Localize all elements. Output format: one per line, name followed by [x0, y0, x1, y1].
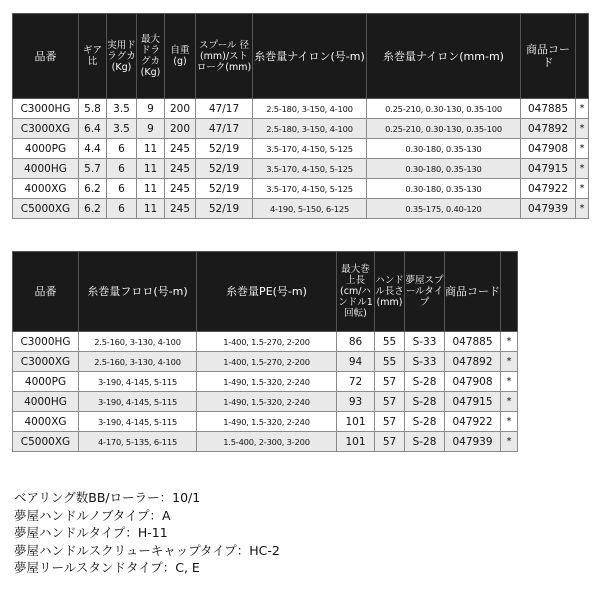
table-row	[13, 119, 589, 139]
cell-nylon-go: 3.5-170, 4-150, 5-125	[253, 139, 367, 159]
cell-drag: 6	[107, 199, 137, 219]
cell-weight: 245	[165, 139, 196, 159]
cell-handle-length: 57	[375, 392, 405, 412]
cell-fluoro: 2.5-160, 3-130, 4-100	[79, 352, 197, 372]
cell-retrieve: 101	[337, 412, 375, 432]
column-header-max-drag: 最大ドラグカ(Kg)	[137, 14, 165, 99]
table-row	[13, 159, 589, 179]
cell-nylon-mm: 0.30-180, 0.35-130	[367, 139, 521, 159]
cell-mark: *	[576, 119, 589, 139]
cell-fluoro: 3-190, 4-145, 5-115	[79, 412, 197, 432]
spec-handle-type: 夢屋ハンドルタイプ：H-11	[14, 525, 168, 541]
cell-nylon-mm: 0.30-180, 0.35-130	[367, 179, 521, 199]
cell-mark: *	[501, 352, 518, 372]
cell-max-drag: 11	[137, 179, 165, 199]
cell-spool: 47/17	[196, 119, 253, 139]
cell-model: 4000PG	[13, 139, 79, 159]
cell-mark: *	[576, 179, 589, 199]
cell-spool-type: S-28	[405, 412, 445, 432]
cell-spool: 47/17	[196, 99, 253, 119]
table-row	[13, 332, 518, 352]
cell-model: C5000XG	[13, 199, 79, 219]
cell-model: 4000XG	[13, 179, 79, 199]
cell-code: 047885	[445, 332, 501, 352]
cell-weight: 200	[165, 99, 196, 119]
table-row	[13, 99, 589, 119]
column-header-nylon-mm: 糸巻量ナイロン(mm-m)	[367, 14, 521, 99]
cell-pe: 1-490, 1.5-320, 2-240	[197, 412, 337, 432]
cell-drag: 6	[107, 159, 137, 179]
cell-model: 4000HG	[13, 392, 79, 412]
cell-nylon-mm: 0.25-210, 0.30-130, 0.35-100	[367, 99, 521, 119]
cell-code: 047885	[521, 99, 576, 119]
column-header-code: 商品コード	[445, 252, 501, 332]
table-header-row	[13, 252, 518, 332]
cell-handle-length: 57	[375, 432, 405, 452]
cell-spool: 52/19	[196, 159, 253, 179]
cell-fluoro: 3-190, 4-145, 5-115	[79, 372, 197, 392]
cell-model: C3000XG	[13, 119, 79, 139]
spec-table-nylon	[12, 13, 589, 219]
cell-max-drag: 9	[137, 99, 165, 119]
cell-nylon-mm: 0.25-210, 0.30-130, 0.35-100	[367, 119, 521, 139]
column-header-gear-ratio: ギア比	[79, 14, 107, 99]
cell-handle-length: 57	[375, 412, 405, 432]
cell-model: C5000XG	[13, 432, 79, 452]
cell-drag: 3.5	[107, 119, 137, 139]
cell-max-drag: 9	[137, 119, 165, 139]
cell-code: 047922	[445, 412, 501, 432]
cell-gear-ratio: 6.2	[79, 179, 107, 199]
cell-weight: 245	[165, 179, 196, 199]
column-header-fluoro: 糸巻量フロロ(号-m)	[79, 252, 197, 332]
cell-code: 047908	[445, 372, 501, 392]
cell-model: 4000PG	[13, 372, 79, 392]
cell-spool-type: S-28	[405, 372, 445, 392]
cell-model: C3000XG	[13, 352, 79, 372]
cell-max-drag: 11	[137, 139, 165, 159]
cell-drag: 6	[107, 179, 137, 199]
cell-model: C3000HG	[13, 99, 79, 119]
cell-code: 047939	[521, 199, 576, 219]
cell-gear-ratio: 5.7	[79, 159, 107, 179]
cell-spool: 52/19	[196, 179, 253, 199]
cell-mark: *	[576, 199, 589, 219]
cell-model: 4000HG	[13, 159, 79, 179]
column-header-code: 商品コード	[521, 14, 576, 99]
cell-spool-type: S-33	[405, 332, 445, 352]
cell-gear-ratio: 6.4	[79, 119, 107, 139]
cell-code: 047915	[521, 159, 576, 179]
table-row	[13, 372, 518, 392]
cell-code: 047939	[445, 432, 501, 452]
cell-spool-type: S-28	[405, 392, 445, 412]
cell-model: C3000HG	[13, 332, 79, 352]
cell-pe: 1.5-400, 2-300, 3-200	[197, 432, 337, 452]
cell-mark: *	[501, 432, 518, 452]
column-header-spool-type: 夢屋スプールタイプ	[405, 252, 445, 332]
spec-screw-cap-type: 夢屋ハンドルスクリューキャップタイプ：HC-2	[14, 542, 280, 558]
cell-handle-length: 55	[375, 332, 405, 352]
column-header-weight: 自重(g)	[165, 14, 196, 99]
cell-drag: 3.5	[107, 99, 137, 119]
cell-retrieve: 101	[337, 432, 375, 452]
cell-nylon-go: 3.5-170, 4-150, 5-125	[253, 159, 367, 179]
cell-fluoro: 3-190, 4-145, 5-115	[79, 392, 197, 412]
cell-gear-ratio: 6.2	[79, 199, 107, 219]
cell-spool-type: S-28	[405, 432, 445, 452]
table-row	[13, 412, 518, 432]
cell-code: 047922	[521, 179, 576, 199]
cell-nylon-mm: 0.30-180, 0.35-130	[367, 159, 521, 179]
column-header-drag: 実用ドラグカ(Kg)	[107, 14, 137, 99]
cell-pe: 1-490, 1.5-320, 2-240	[197, 392, 337, 412]
cell-mark: *	[576, 99, 589, 119]
cell-retrieve: 93	[337, 392, 375, 412]
cell-handle-length: 57	[375, 372, 405, 392]
column-header-model: 品番	[13, 252, 79, 332]
cell-nylon-go: 4-190, 5-150, 6-125	[253, 199, 367, 219]
cell-spool-type: S-33	[405, 352, 445, 372]
cell-drag: 6	[107, 139, 137, 159]
column-header-mark	[501, 252, 518, 332]
cell-spool: 52/19	[196, 139, 253, 159]
table-row	[13, 432, 518, 452]
cell-nylon-go: 2.5-180, 3-150, 4-100	[253, 99, 367, 119]
column-header-spool: スプール 径(mm)/ストローク(mm)	[196, 14, 253, 99]
cell-max-drag: 11	[137, 199, 165, 219]
cell-model: 4000XG	[13, 412, 79, 432]
cell-weight: 200	[165, 119, 196, 139]
cell-mark: *	[501, 372, 518, 392]
cell-max-drag: 11	[137, 159, 165, 179]
table-row	[13, 392, 518, 412]
column-header-model: 品番	[13, 14, 79, 99]
cell-weight: 245	[165, 199, 196, 219]
spec-list	[14, 489, 280, 577]
spec-reel-stand-type: 夢屋リールスタンドタイプ：C, E	[14, 560, 200, 576]
cell-pe: 1-490, 1.5-320, 2-240	[197, 372, 337, 392]
cell-pe: 1-400, 1.5-270, 2-200	[197, 332, 337, 352]
cell-pe: 1-400, 1.5-270, 2-200	[197, 352, 337, 372]
cell-mark: *	[576, 139, 589, 159]
table-row	[13, 352, 518, 372]
cell-fluoro: 2.5-160, 3-130, 4-100	[79, 332, 197, 352]
column-header-nylon-go: 糸巻量ナイロン(号-m)	[253, 14, 367, 99]
spec-table-fluoro-pe	[12, 251, 518, 452]
cell-mark: *	[501, 392, 518, 412]
cell-nylon-go: 2.5-180, 3-150, 4-100	[253, 119, 367, 139]
cell-weight: 245	[165, 159, 196, 179]
column-header-pe: 糸巻量PE(号-m)	[197, 252, 337, 332]
cell-code: 047892	[445, 352, 501, 372]
cell-handle-length: 55	[375, 352, 405, 372]
cell-retrieve: 94	[337, 352, 375, 372]
cell-spool: 52/19	[196, 199, 253, 219]
spec-handle-knob-type: 夢屋ハンドルノブタイプ：A	[14, 507, 171, 523]
cell-retrieve: 86	[337, 332, 375, 352]
cell-fluoro: 4-170, 5-135, 6-115	[79, 432, 197, 452]
spec-bearing: ベアリング数BB/ローラー：10/1	[14, 490, 201, 505]
cell-nylon-mm: 0.35-175, 0.40-120	[367, 199, 521, 219]
cell-gear-ratio: 4.4	[79, 139, 107, 159]
column-header-mark	[576, 14, 589, 99]
table-header-row	[13, 14, 589, 99]
table-row	[13, 139, 589, 159]
table-row	[13, 199, 589, 219]
cell-nylon-go: 3.5-170, 4-150, 5-125	[253, 179, 367, 199]
cell-code: 047892	[521, 119, 576, 139]
column-header-retrieve: 最大巻上長(cm/ハンドル1回転)	[337, 252, 375, 332]
table-row	[13, 179, 589, 199]
cell-mark: *	[501, 412, 518, 432]
cell-mark: *	[576, 159, 589, 179]
cell-mark: *	[501, 332, 518, 352]
cell-code: 047915	[445, 392, 501, 412]
cell-retrieve: 72	[337, 372, 375, 392]
cell-code: 047908	[521, 139, 576, 159]
cell-gear-ratio: 5.8	[79, 99, 107, 119]
column-header-handle-length: ハンドル長さ(mm)	[375, 252, 405, 332]
